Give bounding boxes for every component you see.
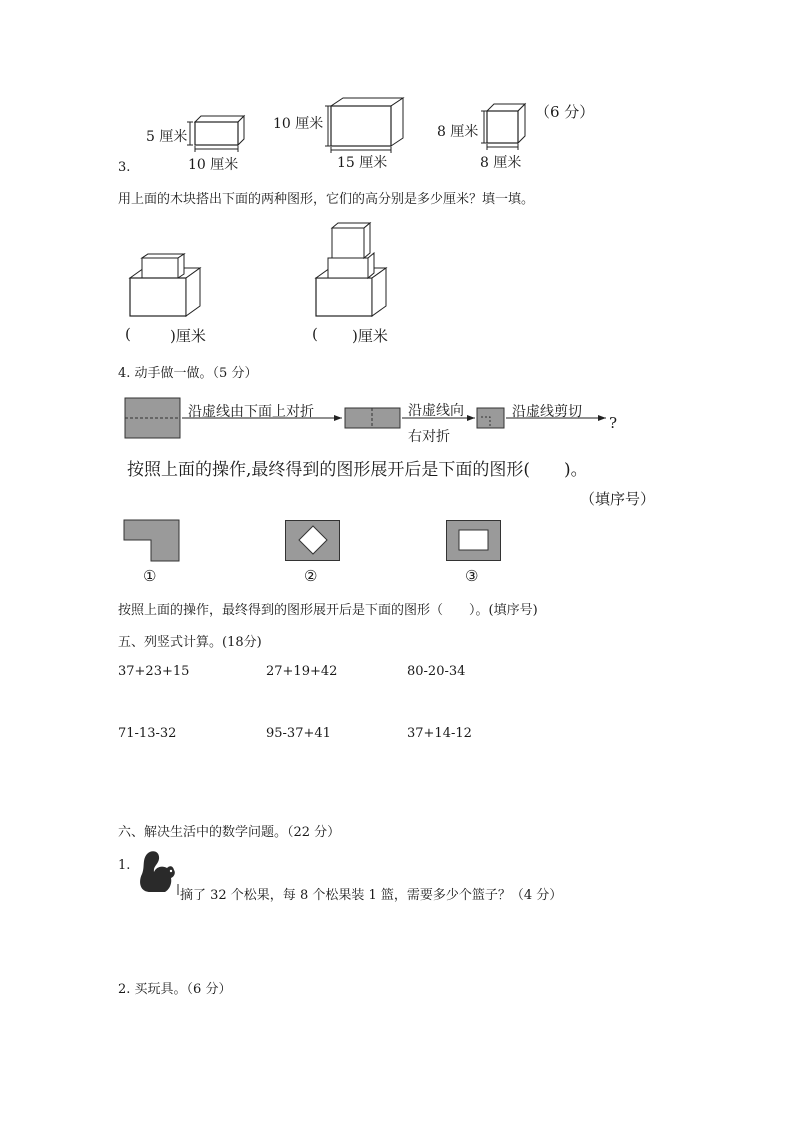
- block-1-height-label: 5 厘米: [146, 129, 188, 145]
- option-1-label[interactable]: ①: [143, 567, 157, 585]
- stacked-figure-2: [314, 220, 394, 320]
- section-5-title: 五、列竖式计算。(18分): [118, 635, 262, 650]
- answer-2-open: (: [312, 325, 318, 343]
- squirrel-icon: [136, 848, 180, 896]
- question-4-title: 4. 动手做一做。（5 分）: [118, 366, 258, 381]
- calc-problem: 95-37+41: [266, 726, 331, 741]
- block-3-height-label: 8 厘米: [437, 124, 479, 140]
- section-6-q1-text: 摘了 32 个松果，每 8 个松果装 1 篮，需要多少个篮子？（4 分）: [180, 888, 563, 903]
- calc-problem: 37+23+15: [118, 664, 190, 679]
- question-3-prompt: 用上面的木块搭出下面的两种图形，它们的高分别是多少厘米？填一填。: [118, 192, 535, 207]
- question-3-score: （6 分）: [535, 103, 595, 121]
- block-1-width-label: 10 厘米: [188, 157, 239, 173]
- option-2-shape: [285, 520, 341, 562]
- block-2-width-label: 15 厘米: [337, 155, 388, 171]
- answer-2-close[interactable]: )厘米: [352, 327, 388, 345]
- fold-step-2-label-top: 沿虚线向: [408, 403, 464, 419]
- fold-step-2-label-bottom: 右对折: [408, 429, 450, 445]
- calc-problem: 37+14-12: [407, 726, 472, 741]
- stacked-figure-1: [128, 250, 208, 320]
- question-4-statement: 按照上面的操作,最终得到的图形展开后是下面的图形( )。: [127, 460, 588, 480]
- option-2-label[interactable]: ②: [304, 567, 318, 585]
- block-3-drawing: [478, 100, 538, 154]
- fold-step-1-label: 沿虚线由下面上对折: [188, 404, 314, 420]
- calc-problem: 27+19+42: [266, 664, 338, 679]
- answer-1-close[interactable]: )厘米: [170, 327, 206, 345]
- option-1-shape: [124, 520, 180, 562]
- calc-problem: 80-20-34: [407, 664, 466, 679]
- calc-problem: 71-13-32: [118, 726, 177, 741]
- question-mark: ?: [609, 414, 618, 432]
- section-6-q2: 2. 买玩具。（6 分）: [118, 982, 232, 997]
- question-4-repeat-statement: 按照上面的操作，最终得到的图形展开后是下面的图形（ ）。(填序号): [118, 603, 538, 618]
- block-2-height-label: 10 厘米: [273, 116, 324, 132]
- option-3-label[interactable]: ③: [465, 567, 479, 585]
- section-6-q1-number: 1.: [118, 858, 131, 873]
- question-4-fill-note: （填序号）: [580, 490, 656, 508]
- answer-1-open: (: [125, 325, 131, 343]
- block-2-drawing: [318, 95, 418, 155]
- fold-step-3-label: 沿虚线剪切: [512, 404, 582, 420]
- question-3-number: 3.: [118, 160, 131, 175]
- option-3-shape: [446, 520, 502, 562]
- block-3-width-label: 8 厘米: [480, 155, 522, 171]
- section-6-title: 六、解决生活中的数学问题。（22 分）: [118, 825, 341, 840]
